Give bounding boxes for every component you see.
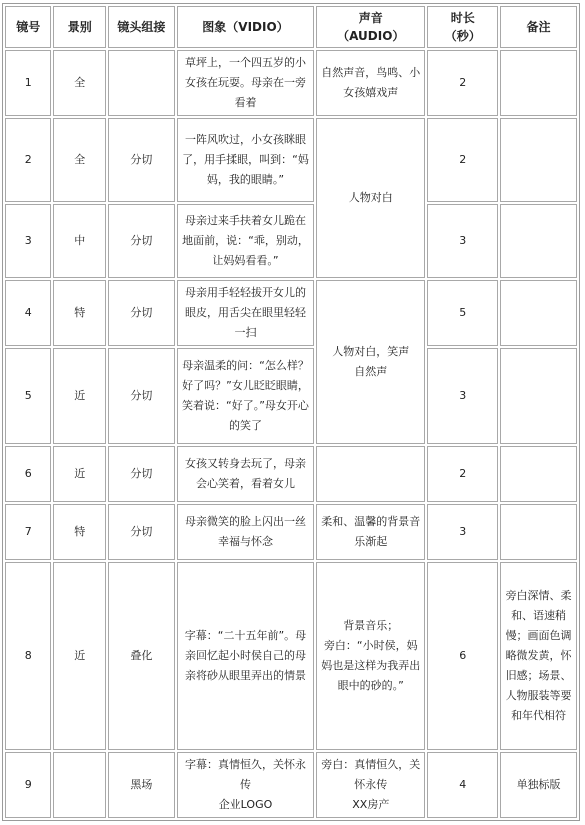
cell-audio <box>316 446 425 502</box>
table-row <box>5 348 577 444</box>
header-video: 图象（VIDIO） <box>177 6 314 48</box>
cell-shot-no: 7 <box>5 504 51 560</box>
cell-audio: 自然声音，鸟鸣、小女孩嬉戏声 <box>316 50 425 116</box>
cell-transition: 分切 <box>108 118 175 202</box>
cell-video-line: 企业LOGO <box>218 798 273 811</box>
cell-duration: 2 <box>427 446 498 502</box>
cell-transition: 分切 <box>108 504 175 560</box>
cell-scene <box>53 752 106 818</box>
table-row <box>5 562 577 750</box>
cell-video: 女孩又转身去玩了，母亲会心笑着，看着女儿 <box>177 446 314 502</box>
cell-shot-no: 3 <box>5 204 51 278</box>
cell-video <box>177 752 314 818</box>
cell-audio: 人物对白 <box>316 118 425 278</box>
cell-transition: 黑场 <box>108 752 175 818</box>
cell-duration: 6 <box>427 562 498 750</box>
cell-notes: 单独标版 <box>500 752 577 818</box>
cell-scene: 近 <box>53 562 106 750</box>
cell-transition: 叠化 <box>108 562 175 750</box>
cell-shot-no: 4 <box>5 280 51 346</box>
cell-duration: 3 <box>427 348 498 444</box>
cell-video: 母亲用手轻轻拔开女儿的眼皮，用舌尖在眼里轻轻一扫 <box>177 280 314 346</box>
cell-audio <box>316 280 425 444</box>
table-row <box>5 50 577 116</box>
cell-audio-line: 背景音乐； <box>343 619 399 632</box>
header-audio-line1: 声音 <box>358 11 383 25</box>
header-shot-no: 镜号 <box>5 6 51 48</box>
storyboard-table <box>2 3 580 821</box>
cell-shot-no: 2 <box>5 118 51 202</box>
cell-notes <box>500 446 577 502</box>
cell-shot-no: 5 <box>5 348 51 444</box>
cell-audio <box>316 752 425 818</box>
cell-scene: 全 <box>53 50 106 116</box>
header-transition: 镜头组接 <box>108 6 175 48</box>
cell-audio-line: 人物对白，笑声 <box>332 345 410 358</box>
cell-video: 草坪上，一个四五岁的小女孩在玩耍。母亲在一旁看着 <box>177 50 314 116</box>
cell-scene: 全 <box>53 118 106 202</box>
cell-duration: 3 <box>427 504 498 560</box>
cell-notes <box>500 348 577 444</box>
cell-duration: 4 <box>427 752 498 818</box>
cell-notes <box>500 50 577 116</box>
cell-notes <box>500 504 577 560</box>
cell-shot-no: 8 <box>5 562 51 750</box>
cell-shot-no: 1 <box>5 50 51 116</box>
cell-scene: 近 <box>53 348 106 444</box>
cell-audio: 柔和、温馨的背景音乐渐起 <box>316 504 425 560</box>
table-row <box>5 504 577 560</box>
cell-video: 一阵风吹过，小女孩眯眼了，用手揉眼，叫到：“妈妈，我的眼睛。” <box>177 118 314 202</box>
cell-video: 母亲微笑的脸上闪出一丝幸福与怀念 <box>177 504 314 560</box>
cell-notes <box>500 280 577 346</box>
cell-scene: 近 <box>53 446 106 502</box>
cell-audio-line: XX房产 <box>352 798 390 811</box>
cell-duration: 2 <box>427 50 498 116</box>
header-duration-line2: （秒） <box>444 29 481 43</box>
cell-notes <box>500 118 577 202</box>
cell-duration: 2 <box>427 118 498 202</box>
cell-transition: 分切 <box>108 348 175 444</box>
cell-shot-no: 9 <box>5 752 51 818</box>
cell-notes <box>500 204 577 278</box>
table-row <box>5 118 577 202</box>
header-audio <box>316 6 425 48</box>
table-row <box>5 446 577 502</box>
header-scene: 景别 <box>53 6 106 48</box>
cell-duration: 3 <box>427 204 498 278</box>
cell-video-line: 字幕：真情恒久，关怀永传 <box>184 758 306 791</box>
cell-transition: 分切 <box>108 446 175 502</box>
cell-audio-line: 旁白：真情恒久，关怀永传 <box>321 758 421 791</box>
cell-scene: 特 <box>53 280 106 346</box>
table-row <box>5 204 577 278</box>
cell-audio-line: 自然声 <box>354 365 388 378</box>
cell-video: 字幕：“二十五年前”。母亲回忆起小时侯自己的母亲将砂从眼里弄出的情景 <box>177 562 314 750</box>
cell-notes: 旁白深情、柔和、语速稍慢；画面色调略微发黄，怀旧感；场景、人物服装等要和年代相符 <box>500 562 577 750</box>
cell-shot-no: 6 <box>5 446 51 502</box>
cell-scene: 特 <box>53 504 106 560</box>
header-audio-line2: （AUDIO） <box>337 29 405 43</box>
header-duration <box>427 6 498 48</box>
cell-video: 母亲温柔的问：“怎么样？好了吗？”女儿眨眨眼睛，笑着说：“好了。”母女开心的笑了 <box>177 348 314 444</box>
table-row <box>5 280 577 346</box>
cell-duration: 5 <box>427 280 498 346</box>
header-row <box>5 6 577 48</box>
table-row <box>5 752 577 818</box>
cell-scene: 中 <box>53 204 106 278</box>
cell-video: 母亲过来手扶着女儿跪在地面前，说：“乖，别动，让妈妈看看。” <box>177 204 314 278</box>
cell-audio <box>316 562 425 750</box>
header-duration-line1: 时长 <box>450 11 475 25</box>
cell-transition: 分切 <box>108 280 175 346</box>
cell-transition <box>108 50 175 116</box>
header-notes: 备注 <box>500 6 577 48</box>
cell-audio-line: 旁白：“小时侯，妈妈也是这样为我弄出眼中的砂的。” <box>321 639 421 692</box>
cell-transition: 分切 <box>108 204 175 278</box>
